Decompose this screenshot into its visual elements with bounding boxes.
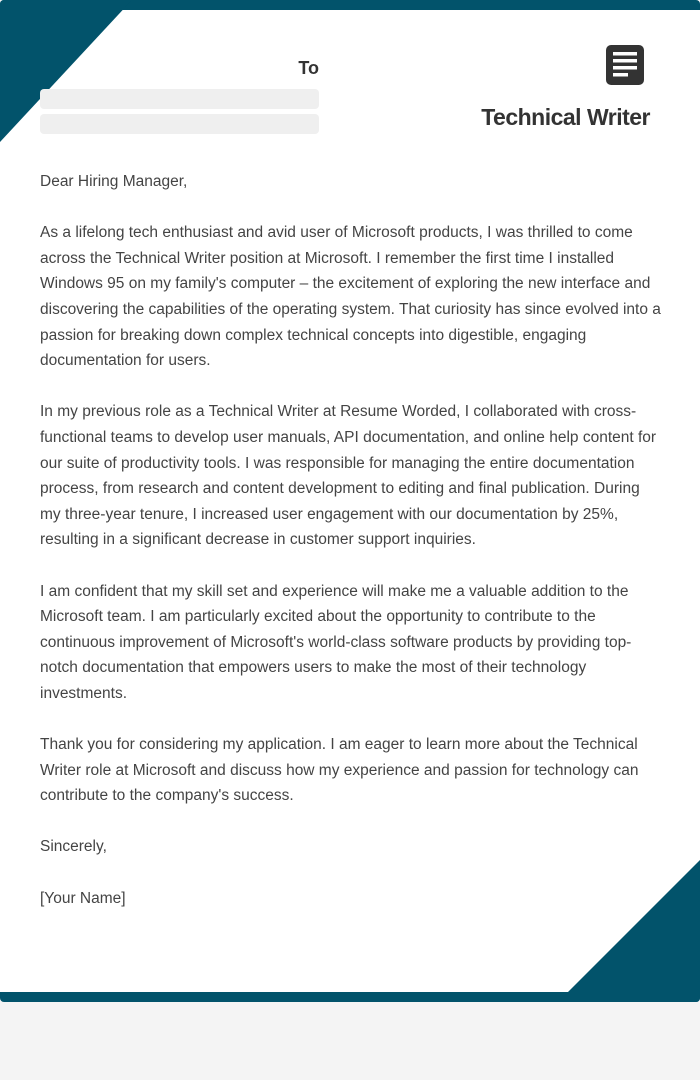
letter-paragraph: Thank you for considering my application. I am eager to learn more about the Technical Writer role at Microsoft and discuss how my experience and passion for technology can contribute to the company's success. bbox=[40, 736, 639, 805]
recipient-line-2 bbox=[40, 114, 319, 134]
top-accent-bar bbox=[0, 0, 700, 10]
letter-paragraph: In my previous role as a Technical Writer at Resume Worded, I collaborated with cross-functional teams to develop user manuals, API documentation, and online help content for our suite of productivity tools. I was responsible for managing the entire documentation process, from research and content development to editing and final publication. During my three-year tenure, I increased user engagement with our documentation by 25%, resulting in a significant decrease in customer support inquiries. bbox=[40, 403, 657, 549]
letter-greeting: Dear Hiring Manager, bbox=[40, 173, 188, 190]
letter-closing: Sincerely, bbox=[40, 838, 107, 856]
bottom-accent-bar bbox=[0, 992, 700, 1002]
letter-signature: [Your Name] bbox=[40, 889, 126, 907]
document-icon bbox=[606, 45, 644, 85]
job-title: Technical Writer bbox=[481, 104, 650, 130]
letter-paragraph: As a lifelong tech enthusiast and avid user of Microsoft products, I was thrilled to come across the Technical Writer position at Microsoft. I remember the first time I installed Windows 95 on my family's computer – the excitement of exploring the new interface and discovering the capabilities of the operating system. That curiosity has since evolved into a passion for breaking down complex technical concepts into digestible, engaging documentation for users. bbox=[40, 224, 661, 370]
letter-body bbox=[40, 169, 662, 937]
letter-paragraph: I am confident that my skill set and experience will make me a valuable addition to the Microsoft team. I am particularly excited about the opportunity to contribute to the continuous improvement of Microsoft's world-class software products by providing top-notch documentation that empowers users to make the most of their technology investments. bbox=[40, 582, 632, 702]
recipient-to-label: To bbox=[298, 58, 319, 78]
recipient-line-1 bbox=[40, 89, 319, 109]
